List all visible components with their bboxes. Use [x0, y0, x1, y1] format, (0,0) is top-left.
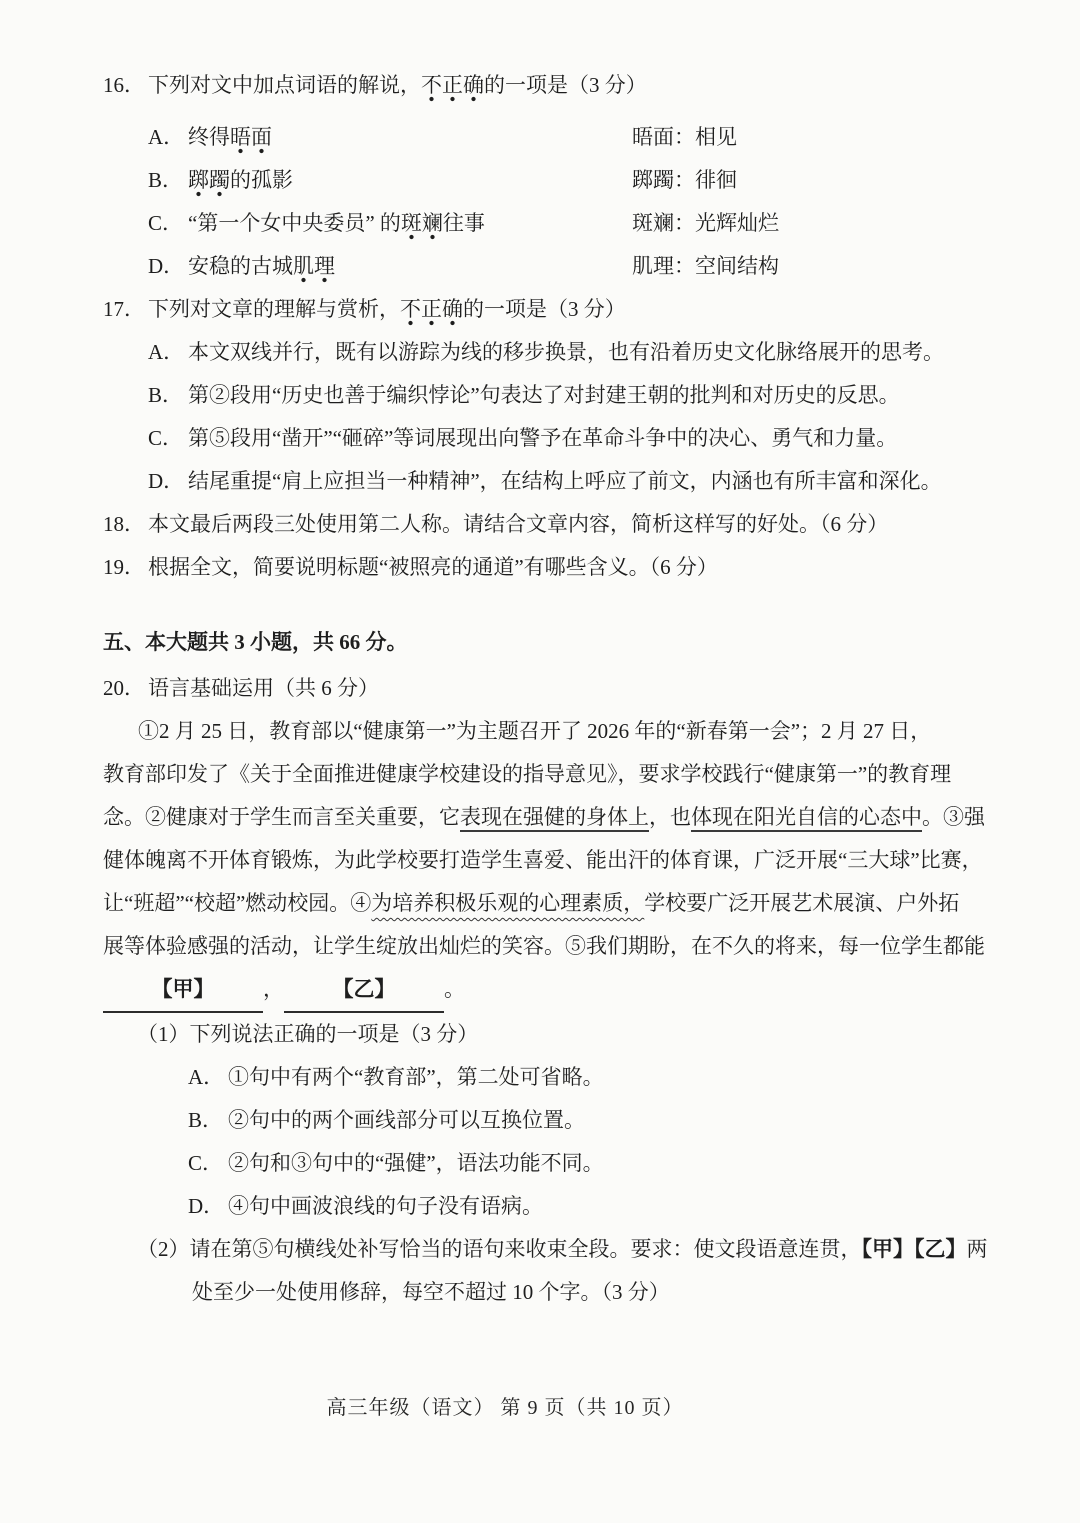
- q16-option-b: [103, 159, 1000, 202]
- q19-number: 19．: [103, 555, 145, 579]
- q16-option-c: [103, 202, 1000, 245]
- q19-text: 根据全文，简要说明标题“被照亮的通道”有哪些含义。（6 分）: [148, 555, 718, 579]
- q17-option-b: [103, 374, 1000, 417]
- passage-l3-tail: 。③强: [922, 805, 985, 829]
- sub1-option-a-label: A．: [188, 1065, 225, 1089]
- q17-number: 17．: [103, 297, 145, 321]
- q16-stem-text: 下列对文中加点词语的解说，: [148, 73, 421, 97]
- q16-option-c-label: C．: [148, 211, 184, 235]
- q16-option-a-gloss: 晤面：相见: [632, 125, 737, 149]
- q18: [103, 503, 1000, 546]
- passage-l5-tail: 学校要广泛开展艺术展演、户外拓: [644, 891, 960, 915]
- q16-option-d: [103, 245, 1000, 288]
- sub1-option-c-text: ②句和③句中的“强健”，语法功能不同。: [228, 1151, 604, 1175]
- q16-stem: [103, 64, 1000, 107]
- q16-option-c-emphasis: 斑斓: [401, 211, 443, 241]
- q16-option-b-post: 的孤影: [230, 168, 293, 192]
- q16-option-b-emphasis: 踯躅: [188, 168, 230, 198]
- q16-options: [103, 116, 1000, 288]
- q16-option-b-gloss: 踯躅：徘徊: [632, 168, 737, 192]
- q20-passage: [103, 710, 1000, 1013]
- passage-line-2: 教育部印发了《关于全面推进健康学校建设的指导意见》，要求学校践行“健康第一”的教育理: [103, 762, 952, 786]
- q17-option-a-text: 本文双线并行，既有以游踪为线的移步换景，也有沿着历史文化脉络展开的思考。: [188, 340, 944, 364]
- q17-stem-tail: 的一项是（3 分）: [463, 297, 626, 321]
- q16-option-d-pre: 安稳的古城: [188, 254, 293, 278]
- q17-option-c-label: C．: [148, 426, 184, 450]
- q17-stem-emphasis: 不正确: [400, 297, 463, 327]
- sub1-options: [103, 1056, 1000, 1228]
- q16-option-a-label: A．: [148, 125, 185, 149]
- passage-l5-plain: 让“班超”“校超”燃动校园。④: [103, 891, 372, 915]
- q17-stem: [103, 288, 1000, 331]
- sub1-option-d-label: D．: [188, 1194, 225, 1218]
- sub1-option-a-text: ①句中有两个“教育部”，第二处可省略。: [228, 1065, 604, 1089]
- q17-option-b-text: 第②段用“历史也善于编织悖论”句表达了对封建王朝的批判和对历史的反思。: [188, 383, 900, 407]
- blank-yi: 【乙】: [284, 968, 444, 1013]
- passage-l3-plain: 念。②健康对于学生而言至关重要，它: [103, 805, 460, 829]
- passage-line-3: [103, 796, 1000, 839]
- sub-question-2-line-2: 处至少一处使用修辞，每空不超过 10 个字。（3 分）: [192, 1280, 670, 1304]
- q17-option-b-label: B．: [148, 383, 184, 407]
- q20: [103, 667, 1000, 710]
- sub1-option-b-text: ②句中的两个画线部分可以互换位置。: [228, 1108, 585, 1132]
- sub2-text-2: 两: [966, 1237, 988, 1261]
- q16-option-d-gloss: 肌理：空间结构: [632, 254, 779, 278]
- sub1-option-b: [103, 1099, 1000, 1142]
- q19: [103, 546, 1000, 589]
- passage-wavy-underline: 为培养积极乐观的心理素质，: [371, 891, 645, 915]
- sub2-jia-yi-bold: 【甲】【乙】: [861, 1237, 967, 1261]
- q16-option-d-label: D．: [148, 254, 185, 278]
- sub1-number: （1）: [137, 1022, 190, 1046]
- q16-option-a-emphasis: 晤面: [230, 125, 272, 155]
- section-5-heading: 五、本大题共 3 小题，共 66 分。: [103, 630, 408, 654]
- q16-option-d-emphasis: 肌理: [293, 254, 335, 284]
- sub-question-1: [103, 1013, 1000, 1056]
- passage-line-1: ①2 月 25 日，教育部以“健康第一”为主题召开了 2026 年的“新春第一会”；2 月 27 日，: [138, 719, 932, 743]
- sub1-option-a: [103, 1056, 1000, 1099]
- sub1-option-c: [103, 1142, 1000, 1185]
- q17-option-a-label: A．: [148, 340, 185, 364]
- passage-l3-mid: ，也: [649, 805, 691, 829]
- sub1-stem: 下列说法正确的一项是（3 分）: [189, 1022, 479, 1046]
- q16-option-a: [103, 116, 1000, 159]
- q17-option-c: [103, 417, 1000, 460]
- passage-line-7: [103, 968, 1000, 1013]
- q16-option-b-label: B．: [148, 168, 184, 192]
- q17-option-a: [103, 331, 1000, 374]
- blank-period: 。: [444, 977, 465, 1001]
- page-footer: 高三年级（语文） 第 9 页（共 10 页）: [326, 1397, 684, 1419]
- passage-underline-2: 体现在阳光自信的心态中: [691, 805, 922, 832]
- passage-underline-1: 表现在强健的身体上: [460, 805, 649, 832]
- q16-option-c-post: 往事: [442, 211, 485, 235]
- q20-title: 语言基础运用（共 6 分）: [148, 676, 379, 700]
- q17-option-d-label: D．: [148, 469, 185, 493]
- q17-option-d: [103, 460, 1000, 503]
- passage-line-6: 展等体验感强的活动，让学生绽放出灿烂的笑容。⑤我们期盼，在不久的将来，每一位学生都能: [103, 934, 985, 958]
- sub2-number: （2）: [137, 1237, 190, 1261]
- sub-question-2-line-1: [103, 1228, 1000, 1271]
- q18-text: 本文最后两段三处使用第二人称。请结合文章内容，简析这样写的好处。（6 分）: [148, 512, 889, 536]
- sub2-text-1: 请在第⑤句横线处补写恰当的语句来收束全段。要求：使文段语意连贯，: [189, 1237, 862, 1261]
- q16-stem-emphasis: 不正确: [421, 73, 484, 103]
- q17-option-d-text: 结尾重提“肩上应担当一种精神”，在结构上呼应了前文，内涵也有所丰富和深化。: [188, 469, 942, 493]
- sub1-option-c-label: C．: [188, 1151, 224, 1175]
- q17-stem-text: 下列对文章的理解与赏析，: [148, 297, 400, 321]
- sub1-option-b-label: B．: [188, 1108, 224, 1132]
- q20-number: 20．: [103, 676, 145, 700]
- q16-option-c-gloss: 斑斓：光辉灿烂: [632, 211, 779, 235]
- blank-separator: ，: [263, 977, 284, 1001]
- q17-options: [103, 331, 1000, 503]
- q16-number: 16．: [103, 73, 145, 97]
- q16-option-a-pre: 终得: [188, 125, 230, 149]
- passage-line-4: 健体魄离不开体育锻炼，为此学校要打造学生喜爱、能出汗的体育课，广泛开展“三大球”比赛，: [103, 848, 983, 872]
- sub1-option-d-text: ④句中画波浪线的句子没有语病。: [228, 1194, 543, 1218]
- blank-jia: 【甲】: [103, 968, 263, 1013]
- q17-option-c-text: 第⑤段用“凿开”“砸碎”等词展现出向警予在革命斗争中的决心、勇气和力量。: [188, 426, 898, 450]
- sub1-option-d: [103, 1185, 1000, 1228]
- passage-line-5: [103, 882, 1000, 925]
- q16-stem-tail: 的一项是（3 分）: [484, 73, 647, 97]
- q18-number: 18．: [103, 512, 145, 536]
- q16-option-c-pre: “第一个女中央委员” 的: [188, 211, 401, 235]
